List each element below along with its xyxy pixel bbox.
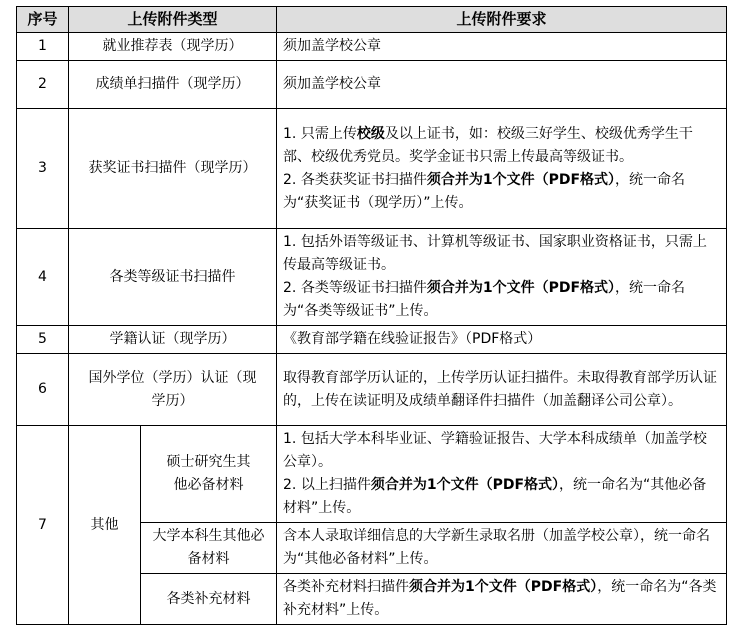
row-type: 就业推荐表（现学历） <box>69 33 277 61</box>
table-row <box>17 61 727 109</box>
row-type: 成绩单扫描件（现学历） <box>69 61 277 109</box>
row-type: 各类等级证书扫描件 <box>69 229 277 326</box>
row-req: 各类补充材料扫描件须合并为1个文件（PDF格式），统一命名为“各类补充材料”上传。 <box>277 574 727 625</box>
row-type: 国外学位（学历）认证（现学历） <box>69 354 277 426</box>
row-req: 取得教育部学历认证的，上传学历认证扫描件。未取得教育部学历认证的，上传在读证明及成绩单翻译件扫描件（加盖翻译公司公章）。 <box>277 354 727 426</box>
row-no: 5 <box>17 326 69 354</box>
row-no: 6 <box>17 354 69 426</box>
table-row <box>17 354 727 426</box>
table-row <box>17 33 727 61</box>
table-row <box>17 326 727 354</box>
header-no: 序号 <box>17 7 69 33</box>
row-type: 获奖证书扫描件（现学历） <box>69 109 277 229</box>
table-row <box>17 109 727 229</box>
req-line-2: 2. 各类等级证书扫描件须合并为1个文件（PDF格式），统一命名为“各类等级证书”上传。 <box>283 280 686 319</box>
row-req <box>277 109 727 229</box>
row-type: 其他 <box>69 426 141 625</box>
row-req: 《教育部学籍在线验证报告》（PDF格式） <box>277 326 727 354</box>
row-no: 3 <box>17 109 69 229</box>
req-line-1: 1. 包括大学本科毕业证、学籍验证报告、大学本科成绩单（加盖学校公章）。 <box>283 431 707 470</box>
sub-type: 大学本科生其他必备材料 <box>141 523 277 574</box>
row-type: 学籍认证（现学历） <box>69 326 277 354</box>
req-line-2: 2. 以上扫描件须合并为1个文件（PDF格式），统一命名为“其他必备材料”上传。 <box>283 477 707 516</box>
row-no: 2 <box>17 61 69 109</box>
attachment-requirements-table <box>16 6 727 625</box>
sub-type: 硕士研究生其他必备材料 <box>141 426 277 523</box>
row-req: 须加盖学校公章 <box>277 61 727 109</box>
table-row <box>17 229 727 326</box>
row-req <box>277 229 727 326</box>
table-row <box>17 426 727 523</box>
row-req <box>277 426 727 523</box>
req-line-2: 2. 各类获奖证书扫描件须合并为1个文件（PDF格式），统一命名为“获奖证书（现学历）”上传。 <box>283 171 686 211</box>
row-no: 1 <box>17 33 69 61</box>
row-no: 4 <box>17 229 69 326</box>
req-line-1: 1. 包括外语等级证书、计算机等级证书、国家职业资格证书，只需上传最高等级证书。 <box>283 234 707 273</box>
row-req: 须加盖学校公章 <box>277 33 727 61</box>
header-type: 上传附件类型 <box>69 7 277 33</box>
header-row <box>17 7 727 33</box>
req-line-1: 1. 只需上传校级及以上证书，如：校级三好学生、校级优秀学生干部、校级优秀党员。奖学金证书只需上传最高等级证书。 <box>283 125 693 165</box>
header-req: 上传附件要求 <box>277 7 727 33</box>
row-no: 7 <box>17 426 69 625</box>
row-req: 含本人录取详细信息的大学新生录取名册（加盖学校公章），统一命名为“其他必备材料”上传。 <box>277 523 727 574</box>
sub-type: 各类补充材料 <box>141 574 277 625</box>
